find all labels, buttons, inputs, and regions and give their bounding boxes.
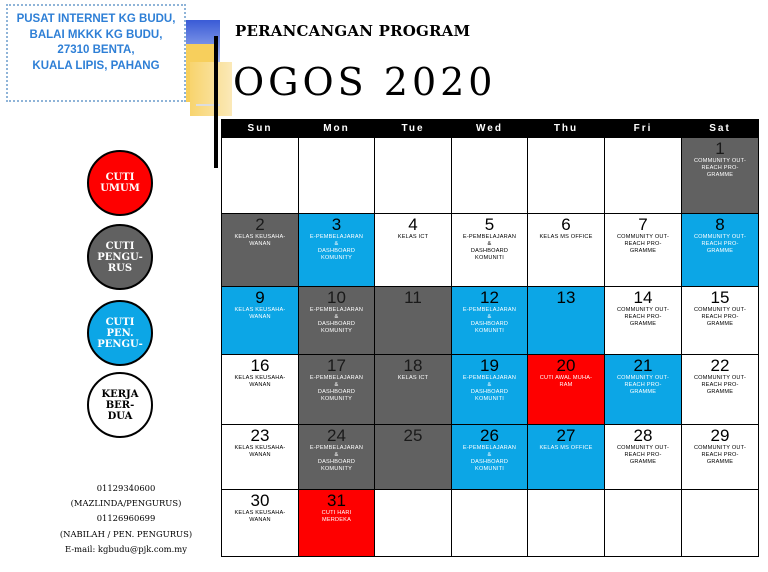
- calendar-day-cell: [222, 355, 299, 425]
- day-number: 9: [255, 288, 265, 307]
- day-activity: COMMUNITY OUT- REACH PRO- GRAMME: [693, 445, 747, 465]
- day-activity: E-PEMBELAJARAN & DASHBOARD KOMUNITY: [309, 375, 364, 402]
- calendar-day-cell: [605, 355, 682, 425]
- day-activity: COMMUNITY OUT- REACH PRO- GRAMME: [616, 445, 670, 465]
- day-number: 7: [638, 215, 648, 234]
- day-number: 3: [331, 215, 342, 234]
- calendar-day-cell: [299, 214, 375, 287]
- calendar-day-cell: [452, 490, 528, 557]
- calendar-day-cell: [605, 490, 682, 557]
- day-number: 5: [484, 215, 495, 234]
- day-number: 21: [633, 356, 653, 375]
- day-number: 13: [556, 288, 576, 307]
- calendar-day-cell: [528, 355, 605, 425]
- calendar-day-cell: [375, 355, 452, 425]
- address-box: [6, 4, 186, 102]
- day-number: 27: [556, 426, 576, 445]
- day-activity: KELAS KEUSAHA- WANAN: [234, 234, 286, 247]
- calendar-day-cell: [452, 214, 528, 287]
- day-number: 6: [561, 215, 571, 234]
- day-number: 25: [403, 426, 423, 445]
- day-activity: KELAS KEUSAHA- WANAN: [234, 307, 286, 320]
- month-title: OGOS 2020: [233, 60, 497, 104]
- day-activity: E-PEMBELAJARAN & DASHBOARD KOMUNITI: [462, 307, 517, 334]
- contact-person: (NABILAH / PEN. PENGURUS): [59, 528, 193, 539]
- address-line: PUSAT INTERNET KG BUDU,: [16, 13, 176, 25]
- calendar-day-cell: [452, 287, 528, 355]
- day-number: 24: [327, 426, 346, 445]
- day-activity: KELAS MS OFFICE: [539, 234, 593, 240]
- day-header-wed: Wed: [452, 120, 528, 138]
- day-number: 19: [480, 356, 499, 375]
- day-activity: E-PEMBELAJARAN & DASHBOARD KOMUNITY: [309, 445, 364, 472]
- calendar-day-cell: [528, 490, 605, 557]
- calendar-day-cell: [528, 425, 605, 490]
- calendar-day-cell: [299, 138, 375, 214]
- day-activity: KELAS KEUSAHA- WANAN: [234, 445, 286, 458]
- day-number: 22: [710, 356, 730, 375]
- day-number: 29: [710, 426, 730, 445]
- calendar-day-cell: [375, 287, 452, 355]
- day-number: 4: [408, 215, 418, 234]
- day-activity: E-PEMBELAJARAN & DASHBOARD KOMUNITI: [462, 445, 517, 472]
- legend-label: CUTI UMUM: [100, 172, 140, 194]
- day-number: 14: [633, 288, 653, 307]
- decorative-divider: [214, 36, 218, 168]
- day-header-sat: Sat: [682, 120, 759, 138]
- legend-label: CUTI PENGU- RUS: [97, 240, 143, 274]
- contact-email: E-mail: kgbudu@pjk.com.my: [65, 543, 187, 554]
- calendar-day-cell: [682, 138, 759, 214]
- day-number: 16: [250, 356, 270, 375]
- calendar-day-cell: [299, 425, 375, 490]
- day-activity: KELAS ICT: [397, 234, 429, 240]
- day-header-mon: Mon: [299, 120, 375, 138]
- calendar-day-cell: [682, 214, 759, 287]
- calendar-day-cell: [452, 138, 528, 214]
- day-activity: COMMUNITY OUT- REACH PRO- GRAMME: [616, 234, 670, 254]
- day-activity: KELAS ICT: [397, 375, 429, 381]
- contact-person: (MAZLINDA/PENGURUS): [70, 498, 182, 509]
- day-number: 2: [255, 215, 265, 234]
- calendar-day-cell: [528, 138, 605, 214]
- day-number: 20: [556, 356, 576, 375]
- legend-manager-leave: [87, 224, 153, 290]
- day-activity: E-PEMBELAJARAN & DASHBOARD KOMUNITI: [462, 234, 517, 261]
- day-activity: COMMUNITY OUT- REACH PRO- GRAMME: [616, 375, 670, 395]
- address-line: BALAI MKKK KG BUDU,: [29, 28, 163, 41]
- day-number: 18: [403, 356, 423, 375]
- calendar-grid: [221, 119, 759, 557]
- address-line: KUALA LIPIS, PAHANG: [32, 59, 160, 72]
- calendar-day-cell: [682, 490, 759, 557]
- calendar-day-cell: [605, 287, 682, 355]
- calendar-day-cell: [605, 214, 682, 287]
- day-activity: KELAS KEUSAHA- WANAN: [234, 510, 286, 523]
- day-activity: CUTI AWAL MUHA- RAM: [539, 375, 593, 388]
- legend-public-holiday: [87, 150, 153, 216]
- decorative-block: [190, 62, 232, 116]
- calendar-day-cell: [375, 214, 452, 287]
- contact-phone: 01126960699: [96, 513, 156, 524]
- calendar-day-cell: [299, 287, 375, 355]
- calendar-day-cell: [222, 138, 299, 214]
- calendar-day-cell: [682, 287, 759, 355]
- day-number: 1: [715, 139, 725, 158]
- calendar-day-cell: [452, 425, 528, 490]
- legend-label: CUTI PEN. PENGU-: [97, 316, 143, 350]
- calendar-day-cell: [528, 214, 605, 287]
- day-activity: KELAS MS OFFICE: [539, 445, 593, 451]
- day-activity: COMMUNITY OUT- REACH PRO- GRAMME: [693, 234, 747, 254]
- calendar-day-cell: [375, 490, 452, 557]
- contact-phone: 01129340600: [96, 483, 156, 493]
- address-line: 27310 BENTA,: [57, 44, 135, 56]
- day-activity: E-PEMBELAJARAN & DASHBOARD KOMUNITI: [462, 375, 517, 402]
- day-activity: COMMUNITY OUT- REACH PRO- GRAMME: [693, 158, 747, 178]
- day-number: 30: [250, 491, 270, 510]
- day-activity: COMMUNITY OUT- REACH PRO- GRAMME: [616, 307, 670, 327]
- contact-info: [44, 481, 208, 557]
- legend-assistant-manager-leave: [87, 300, 153, 366]
- day-header-thu: Thu: [528, 120, 605, 138]
- legend-label: KERJA BER- DUA: [101, 388, 139, 422]
- calendar-day-cell: [222, 490, 299, 557]
- calendar-day-cell: [375, 425, 452, 490]
- calendar-day-cell: [605, 138, 682, 214]
- day-number: 12: [480, 288, 499, 307]
- day-activity: COMMUNITY OUT- REACH PRO- GRAMME: [693, 375, 747, 395]
- day-number: 17: [327, 356, 346, 375]
- day-number: 26: [480, 426, 499, 445]
- day-header-sun: Sun: [222, 120, 299, 138]
- calendar-day-cell: [682, 425, 759, 490]
- calendar-day-cell: [299, 490, 375, 557]
- calendar-day-cell: [452, 355, 528, 425]
- day-number: 15: [710, 288, 730, 307]
- day-header-fri: Fri: [605, 120, 682, 138]
- day-number: 8: [715, 215, 725, 234]
- calendar-day-cell: [605, 425, 682, 490]
- day-number: 11: [404, 288, 422, 307]
- calendar-day-cell: [375, 138, 452, 214]
- day-number: 31: [327, 491, 346, 510]
- calendar-day-cell: [222, 214, 299, 287]
- day-activity: E-PEMBELAJARAN & DASHBOARD KOMUNITY: [309, 234, 364, 261]
- calendar-day-cell: [222, 425, 299, 490]
- calendar-day-cell: [528, 287, 605, 355]
- calendar-day-cell: [222, 287, 299, 355]
- day-activity: CUTI HARI MERDEKA: [321, 510, 352, 523]
- calendar-day-cell: [682, 355, 759, 425]
- day-number: 23: [250, 426, 270, 445]
- day-activity: COMMUNITY OUT- REACH PRO- GRAMME: [693, 307, 747, 327]
- calendar-day-cell: [299, 355, 375, 425]
- day-activity: KELAS KEUSAHA- WANAN: [234, 375, 286, 388]
- day-number: 10: [327, 288, 346, 307]
- day-activity: E-PEMBELAJARAN & DASHBOARD KOMUNITY: [309, 307, 364, 334]
- day-header-tue: Tue: [375, 120, 452, 138]
- day-number: 28: [633, 426, 653, 445]
- page-title: PERANCANGAN PROGRAM: [235, 22, 471, 40]
- legend-both-working: [87, 372, 153, 438]
